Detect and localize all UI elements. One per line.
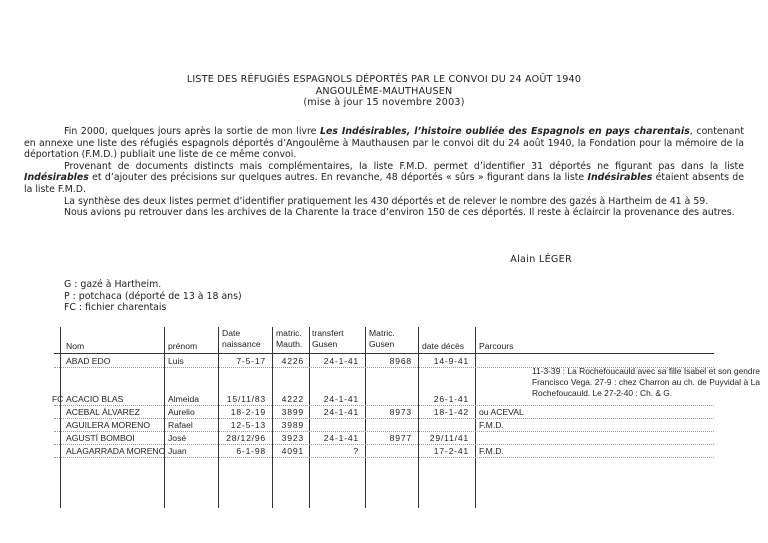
intro-paragraph-2: [24, 161, 744, 196]
title-line-3: (mise à jour 15 novembre 2003): [303, 97, 465, 108]
header-matric-line2: Mauth.: [276, 339, 303, 349]
cell-nom: ACEBAL ÁLVAREZ: [66, 407, 140, 417]
cell-parcours: F.M.D.: [479, 420, 504, 430]
cell-gusen: 8968: [389, 356, 412, 366]
cell-deces: 26-1-41: [433, 394, 469, 404]
cell-transfert: 24-1-41: [323, 407, 359, 417]
book-title: Les Indésirables, l’histoire oubliée des Espagnols en pays charentais: [320, 126, 690, 137]
cell-transfert: [311, 419, 359, 431]
cell-matric: 4222: [281, 394, 304, 404]
intro-p2-emphasis-2: Indésirables: [587, 172, 653, 184]
deportees-table: [52, 327, 760, 458]
header-matric-line1: matric.: [276, 328, 302, 338]
header-transfert-line2: Gusen: [312, 339, 338, 349]
cell-deces: 18-1-42: [433, 407, 469, 417]
legend: [64, 279, 242, 314]
intro-paragraph-3: La synthèse des deux listes permet d’identifier pratiquement les 430 déportés et de relever le nombre des gazés à Hartheim de 41 à 59.: [64, 195, 709, 207]
title-line-1: LISTE DES RÉFUGIÉS ESPAGNOLS DÉPORTÉS PAR LE CONVOI DU 24 AOÛT 1940: [186, 74, 582, 85]
header-matricg-line1: Matric.: [369, 328, 395, 338]
header-matricg-line2: Gusen: [369, 339, 395, 349]
header-transfert-line1: transfert: [312, 328, 344, 338]
intro-p2-text-c: étaient absents de la liste F.M.D.: [24, 172, 744, 195]
document-title: [0, 74, 768, 109]
legend-item-fc: FC : fichier charentais: [64, 302, 167, 314]
cell-naissance: 6-1-98: [236, 446, 266, 456]
table-header-row: [54, 327, 714, 354]
introduction: [24, 126, 744, 219]
cell-matric: 4226: [281, 356, 304, 366]
cell-deces: 29/11/41: [429, 433, 469, 443]
header-deces: date décès: [422, 341, 465, 351]
cell-nom: AGUSTÍ BOMBOI: [66, 433, 135, 443]
cell-matric: 3899: [281, 407, 304, 417]
cell-parcours: F.M.D.: [479, 446, 504, 456]
parcours-acacio-blas: 11-3-39 : La Rochefoucauld avec sa fille Isabel et son gendre Francisco Vega. 27-9 : chez Charron au ch. de Puyvidal à La Rochefoucauld. Le 27-2-40 : Ch. & G.: [532, 366, 760, 398]
author-signature: Alain LÉGER: [510, 254, 572, 265]
cell-parcours: ou ACEVAL: [479, 407, 524, 417]
intro-p1-text-a: Fin 2000, quelques jours après la sortie de mon livre: [64, 126, 321, 137]
cell-naissance: 28/12/96: [226, 433, 266, 443]
cell-nom: ACACIO BLAS: [66, 394, 124, 404]
table-row: [54, 406, 714, 419]
cell-deces: 17-2-41: [433, 446, 469, 456]
header-prenom: prénom: [168, 341, 198, 351]
table-row: [54, 432, 714, 445]
table-row: [54, 445, 714, 458]
intro-paragraph-4: Nous avions pu retrouver dans les archives de la Charente la trace d’environ 150 de ces déportés. Il reste à éclaircir la provenance des autres.: [64, 207, 735, 219]
title-line-2: ANGOULÊME-MAUTHAUSEN: [315, 85, 453, 97]
header-date-line2: naissance: [222, 339, 261, 349]
cell-prenom: José: [168, 433, 187, 443]
legend-item-g: G : gazé à Hartheim.: [64, 279, 162, 290]
cell-matric: 4091: [281, 446, 304, 456]
cell-transfert: 24-1-41: [323, 356, 359, 366]
cell-nom: ALAGARRADA MORENO: [66, 446, 166, 456]
cell-naissance: 12-5-13: [230, 420, 266, 430]
cell-prenom: Rafael: [168, 420, 193, 430]
cell-transfert: ?: [353, 446, 359, 456]
cell-transfert: 24-1-41: [323, 394, 359, 404]
cell-gusen: [366, 445, 412, 457]
header-date-line1: Date: [222, 328, 241, 338]
cell-naissance: 7-5-17: [236, 356, 266, 366]
intro-p2-text-a: Provenant de documents distincts mais complémentaires, la liste F.M.D. permet d’identifier 31 déportés ne figurant pas dans la liste: [64, 160, 744, 172]
cell-gusen: [366, 419, 412, 431]
cell-gusen: 8973: [389, 407, 412, 417]
cell-naissance: 15/11/83: [226, 394, 266, 404]
cell-nom: AGUILERA MORENO: [66, 420, 151, 430]
intro-p2-emphasis-1: Indésirables: [24, 172, 89, 184]
legend-item-p: P : potchaca (déporté de 13 à 18 ans): [64, 290, 242, 302]
header-parcours: Parcours: [479, 341, 514, 351]
cell-prenom: Aurelio: [168, 407, 195, 417]
intro-paragraph-1: [24, 126, 744, 161]
cell-prenom: Almeida: [168, 394, 200, 404]
table-row: [54, 419, 714, 432]
intro-p1-text-b: , contenant en annexe une liste des réfugiés espagnols déportés d’Angoulême à Mauthausen par le convoi dit du 24 août 1940, la Fondation pour la mémoire de la déportation (F.M.D.) publiait une liste de ce même convoi.: [24, 126, 744, 161]
cell-naissance: 18-2-19: [230, 407, 266, 417]
cell-matric: 3923: [281, 433, 304, 443]
cell-fc: FC: [52, 394, 64, 404]
cell-deces: 14-9-41: [433, 356, 469, 366]
cell-transfert: 24-1-41: [323, 433, 359, 443]
cell-prenom: Juan: [168, 446, 187, 456]
cell-nom: ABAD EDO: [66, 356, 111, 366]
cell-matric: 3989: [281, 420, 304, 430]
cell-deces: [419, 419, 469, 431]
header-nom: Nom: [66, 341, 85, 351]
intro-p2-text-b: et d’ajouter des précisions sur quelques autres. En revanche, 48 déportés « sûrs » figurant dans la liste: [88, 172, 588, 184]
cell-gusen: 8977: [389, 433, 412, 443]
cell-prenom: Luis: [168, 356, 184, 366]
